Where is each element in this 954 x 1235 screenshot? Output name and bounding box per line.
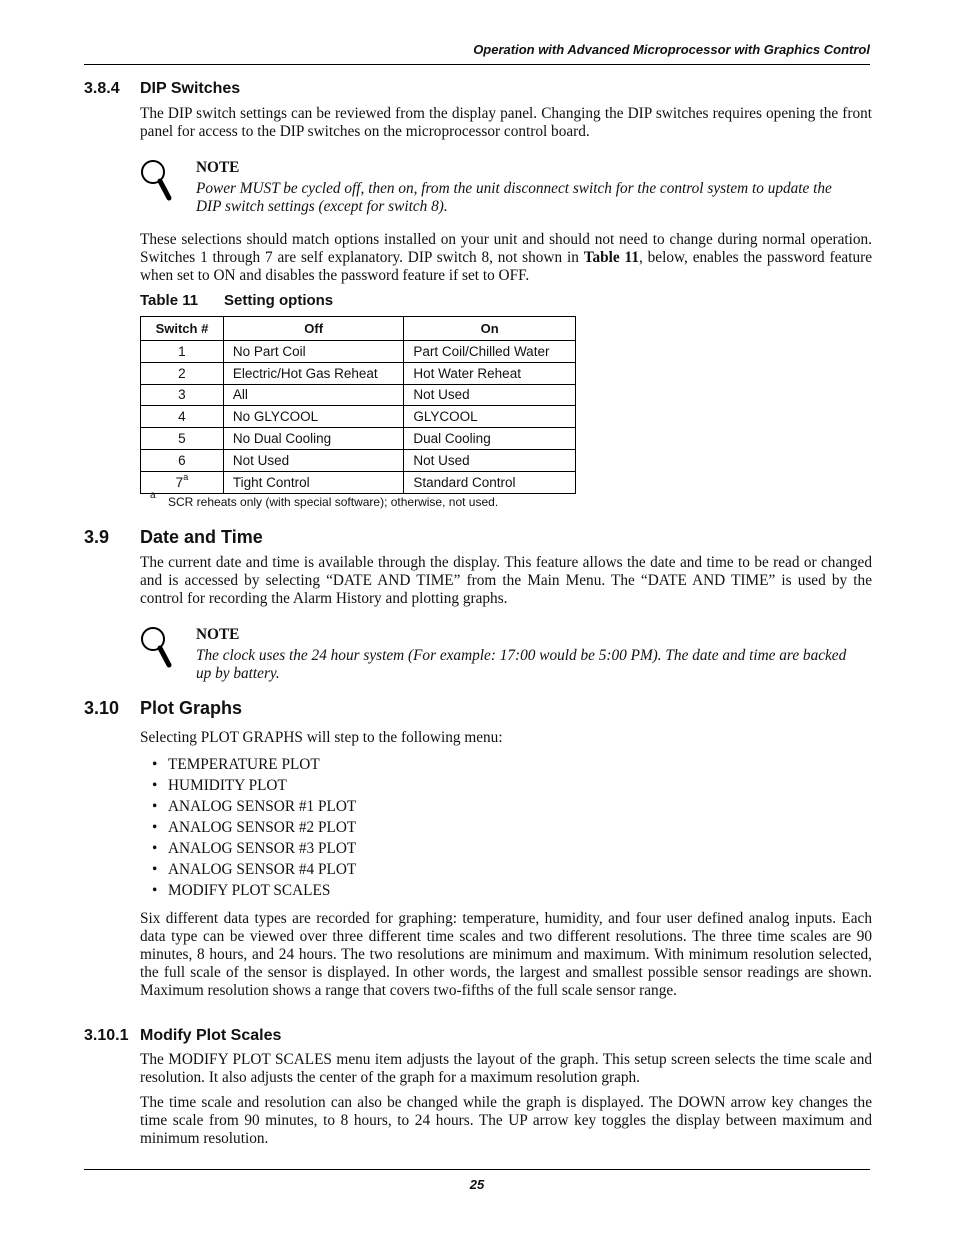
column-header-off: Off (223, 317, 404, 341)
switch-number: 3 (141, 384, 224, 406)
switch-number: 2 (141, 362, 224, 384)
table-row (141, 362, 576, 384)
list-item: • MODIFY PLOT SCALES (152, 882, 331, 899)
table-row (141, 406, 576, 428)
footnote-text: SCR reheats only (with special software); otherwise, not used. (168, 495, 499, 509)
section-number-3-10-1: 3.10.1 (84, 1027, 129, 1044)
off-value: All (223, 384, 404, 406)
data-types-paragraph: Six different data types are recorded for graphing: temperature, humidity, and four user defined analog inputs. Each data type can be viewed over three different time scales and two different resolutions. The three time scales are 90 minutes, 8 hours, and 24 hours. The two resolutions are minimum and maximum. With minimum resolution selected, the full scale of the sensor is displayed. In other words, the largest and smallest possible sensor readings are shown. Maximum resolution shows a range that covers two-fifths of the full scale sensor range. (140, 910, 872, 999)
note-text-clock: The clock uses the 24 hour system (For example: 17:00 would be 5:00 PM). The date and time are backed up by battery. (196, 647, 847, 682)
arrow-keys-paragraph: The time scale and resolution can also be changed while the graph is displayed. The DOWN arrow key changes the time scale from 90 minutes, to 8 hours, to 24 hours. The UP arrow key toggles the display between maximum and minimum resolution. (140, 1094, 872, 1147)
switch-number: 1 (141, 341, 224, 363)
on-value: Part Coil/Chilled Water (404, 341, 576, 363)
table-header-row (141, 317, 576, 341)
page-number: 25 (469, 1177, 485, 1192)
list-item: • ANALOG SENSOR #3 PLOT (152, 840, 357, 857)
on-value: Not Used (404, 384, 576, 406)
on-value: Hot Water Reheat (404, 362, 576, 384)
off-value: Tight Control (223, 471, 404, 493)
footnote-marker: a (183, 471, 189, 482)
table-row (141, 449, 576, 471)
switch-number: 5 (141, 428, 224, 450)
dip-intro-paragraph: The DIP switch settings can be reviewed from the display panel. Changing the DIP switches requires opening the front panel for access to the DIP switches on the microprocessor control board. (140, 105, 872, 140)
plot-graphs-intro: Selecting PLOT GRAPHS will step to the following menu: (140, 729, 503, 746)
on-value: Dual Cooling (404, 428, 576, 450)
list-item: • TEMPERATURE PLOT (152, 756, 320, 773)
list-item: • ANALOG SENSOR #1 PLOT (152, 798, 357, 815)
table-reference: Table 11 (583, 249, 639, 266)
section-title-dip-switches: DIP Switches (140, 80, 241, 97)
modify-scales-paragraph: The MODIFY PLOT SCALES menu item adjusts the layout of the graph. This setup screen selects the time scale and resolution. It also adjusts the center of the graph for a maximum resolution graph. (140, 1051, 872, 1086)
section-number-3-8-4: 3.8.4 (84, 80, 120, 97)
table-row (141, 384, 576, 406)
note-label: NOTE (196, 159, 240, 176)
section-number-3-9: 3.9 (84, 527, 110, 547)
off-value: Not Used (223, 449, 404, 471)
off-value: Electric/Hot Gas Reheat (223, 362, 404, 384)
column-header-switch: Switch # (141, 317, 224, 341)
note-label: NOTE (196, 626, 240, 643)
dip-selection-paragraph: These selections should match options installed on your unit and should not need to change during normal operation. Switches 1 through 7 are self explanatory. DIP switch 8, not shown in Table 11, below, enables the password feature when set to ON and disables the password feature if set to OFF. (140, 231, 873, 284)
on-value: Not Used (404, 449, 576, 471)
column-header-on: On (404, 317, 576, 341)
setting-options-table (140, 316, 576, 494)
footnote-mark: a (150, 490, 156, 501)
switch-number: 4 (141, 406, 224, 428)
off-value: No Part Coil (223, 341, 404, 363)
date-time-paragraph: The current date and time is available through the display. This feature allows the date and time to be read or changed and is accessed by selecting “DATE AND TIME” from the Main Menu. The “DATE AND TIME” is used by the control for recording the Alarm History and plotting graphs. (140, 554, 872, 607)
list-item: • ANALOG SENSOR #4 PLOT (152, 861, 357, 878)
switch-number: 6 (141, 449, 224, 471)
table-caption-title: Setting options (224, 292, 334, 309)
section-title-plot-graphs: Plot Graphs (140, 698, 243, 718)
magnifier-icon (138, 158, 174, 204)
table-row (141, 341, 576, 363)
list-item: • ANALOG SENSOR #2 PLOT (152, 819, 357, 836)
running-header: Operation with Advanced Microprocessor with Graphics Control (473, 42, 870, 57)
magnifier-icon (138, 625, 174, 671)
section-number-3-10: 3.10 (84, 698, 120, 718)
table-caption-number: Table 11 (140, 292, 199, 309)
on-value: Standard Control (404, 471, 576, 493)
header-rule (84, 64, 870, 65)
section-title-date-and-time: Date and Time (140, 527, 263, 547)
table-row (141, 471, 576, 493)
on-value: GLYCOOL (404, 406, 576, 428)
table-row (141, 428, 576, 450)
section-title-modify-plot-scales: Modify Plot Scales (140, 1027, 282, 1044)
plot-menu-list (152, 754, 356, 901)
note-text-power: Power MUST be cycled off, then on, from the unit disconnect switch for the control system to update the DIP switch settings (except for switch 8). (196, 180, 832, 215)
footer-rule (84, 1169, 870, 1170)
off-value: No GLYCOOL (223, 406, 404, 428)
switch-number: 7$^a$ (141, 471, 224, 493)
off-value: No Dual Cooling (223, 428, 404, 450)
list-item: • HUMIDITY PLOT (152, 777, 287, 794)
